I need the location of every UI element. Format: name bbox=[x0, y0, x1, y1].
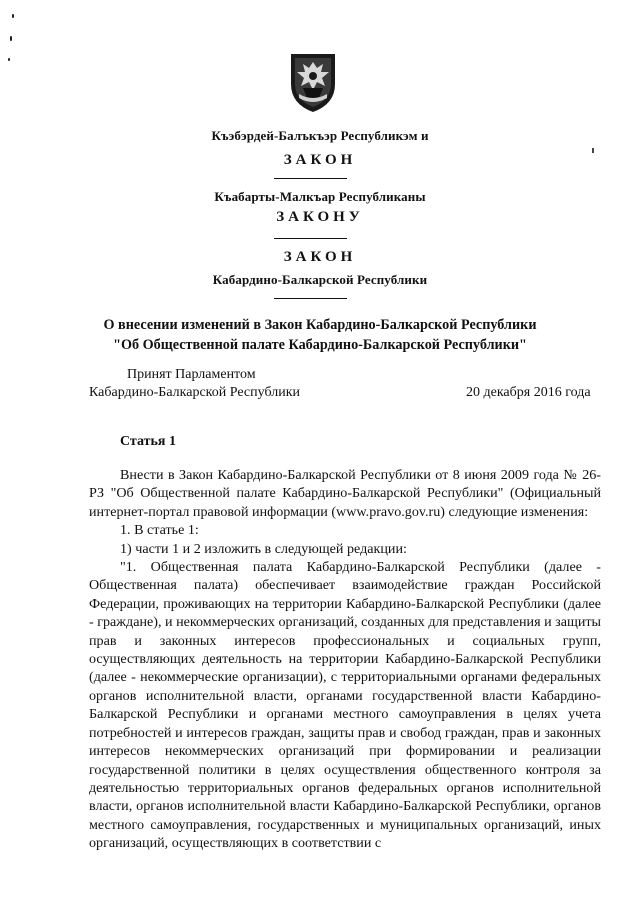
header-line-kabardian: Къэбэрдей-Балъкъэр Республикэм и bbox=[211, 128, 429, 143]
header-line-russian: Кабардино-Балкарской Республики bbox=[212, 272, 428, 287]
adopted-by: Принят Парламентом bbox=[127, 367, 256, 382]
law-heading-balkar: ЗАКОНУ bbox=[276, 209, 364, 225]
divider bbox=[274, 178, 347, 179]
coat-of-arms-emblem bbox=[281, 50, 345, 114]
law-heading-russian: ЗАКОН bbox=[283, 249, 357, 265]
article-item-1: 1. В статье 1: bbox=[120, 522, 199, 539]
law-heading-kabardian: ЗАКОН bbox=[283, 152, 357, 168]
header-line-balkar: Къабарты-Малкъар Республиканы bbox=[214, 189, 426, 204]
document-title-line2: "Об Общественной палате Кабардино-Балкарской Республики" bbox=[113, 337, 527, 353]
adopted-by-parliament: Кабардино-Балкарской Республики bbox=[89, 385, 300, 400]
divider bbox=[274, 238, 347, 239]
article-quote: "1. Общественная палата Кабардино-Балкарской Республики (далее - Общественная палата) обеспечивает взаимодействие граждан Российской Федерации, проживающих на территории Кабардино-Балкарской Республики (далее - граждане), и некоммерческих организаций, созданных для представления и защиты прав и законных интересов профессиональных и социальных групп, осуществляющих деятельность на территории Кабардино-Балкарской Республики (далее - некоммерческие организации), с территориальными органами федеральных органов исполнительной власти, органами государственной власти Кабардино-Балкарской Республики и органами местного самоуправления в целях учета потребностей и интересов граждан, защиты прав и свобод граждан, прав и законных интересов некоммерческих организаций при формировании и реализации государственной политики в целях осуществления общественного контроля за деятельностью территориальных органов федеральных органов исполнительной власти, органов исполнительной власти Кабардино-Балкарской Республики, органов местного самоуправления, государственных и муниципальных организаций, иных организаций, осуществляющих в соответствии с bbox=[89, 559, 601, 852]
adoption-date: 20 декабря 2016 года bbox=[466, 385, 591, 400]
scan-specks bbox=[8, 14, 18, 64]
article-body bbox=[89, 466, 601, 853]
divider bbox=[274, 298, 347, 299]
article-item-1-1: 1) части 1 и 2 изложить в следующей редакции: bbox=[120, 540, 407, 557]
article-heading: Статья 1 bbox=[120, 434, 176, 449]
article-intro: Внести в Закон Кабардино-Балкарской Республики от 8 июня 2009 года № 26-РЗ "Об Общественной палате Кабардино-Балкарской Республики" (Официальный интернет-портал правовой информации (www.pravo.gov.ru) следующие изменения: bbox=[89, 467, 601, 520]
document-title-line1: О внесении изменений в Закон Кабардино-Балкарской Республики bbox=[103, 317, 537, 333]
